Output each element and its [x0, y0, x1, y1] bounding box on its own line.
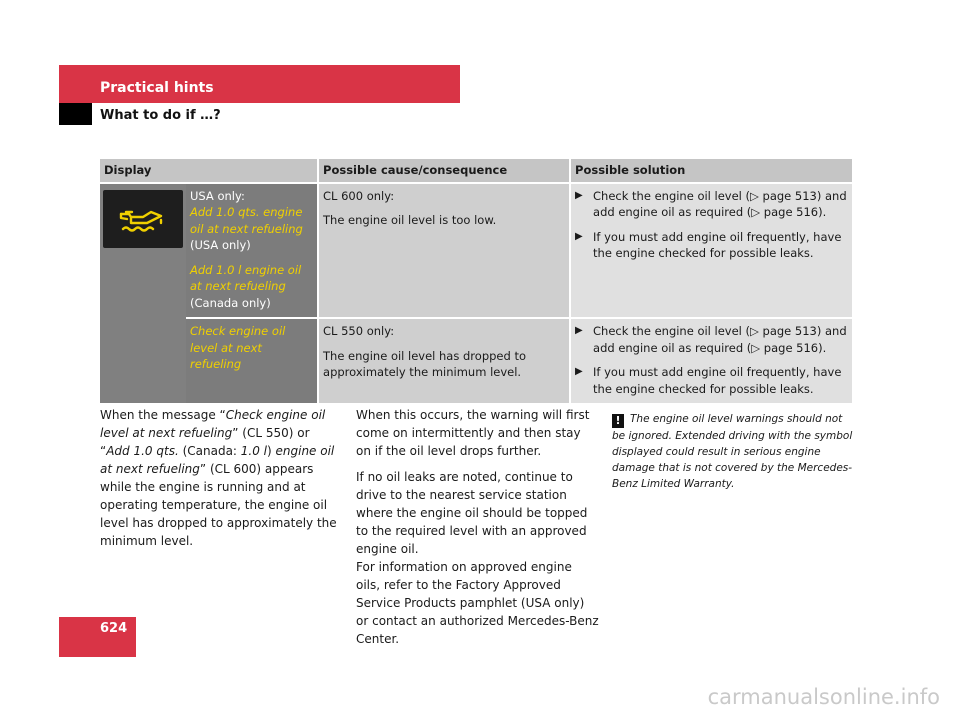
- cause-text: The engine oil level is too low.: [323, 213, 497, 227]
- watermark: carmanualsonline.info: [707, 685, 940, 709]
- cause-text: The engine oil level has dropped to approximately the minimum level.: [323, 348, 526, 379]
- solution-item: [575, 364, 848, 397]
- section-title: Practical hints: [100, 80, 214, 96]
- display-message: Check engine oil level at next refueling: [190, 324, 286, 371]
- solution-item: [575, 323, 848, 356]
- solution-text: If you must add engine oil frequently, have the engine checked for possible leaks.: [593, 365, 842, 396]
- usa-note: (USA only): [190, 238, 251, 252]
- page-number: 624: [100, 621, 128, 636]
- bullet-icon: ▶: [575, 325, 583, 336]
- display-message-cell: [186, 318, 318, 403]
- table-row: [100, 183, 852, 319]
- solution-item: [575, 229, 848, 262]
- solution-item: [575, 188, 848, 221]
- exclamation-icon: !: [612, 414, 624, 428]
- cause-cell: [318, 318, 570, 403]
- solution-cell: [570, 318, 852, 403]
- cause-model: CL 550 only:: [323, 324, 395, 338]
- warning-text: The engine oil level warnings should not be ignored. Extended driving with the symbol displayed could result in serious engine damage that is not covered by the Mercedes-Benz Limited Warranty.: [612, 413, 853, 490]
- body-column-1: [100, 406, 343, 558]
- body-paragraph: When the message “Check engine oil level at next refueling” (CL 550) or “Add 1.0 qts. (Canada: 1.0 l) engine oil at next refueling” (CL 600) appears while the engine is running and at operating temperature, the engine oil level has dropped to approximately the minimum level.: [100, 408, 337, 548]
- subsection-marker: [59, 103, 92, 125]
- warning-note: [612, 411, 854, 492]
- usa-label: USA only:: [190, 188, 245, 203]
- column-header-solution: Possible solution: [570, 159, 852, 183]
- bullet-icon: ▶: [575, 189, 583, 201]
- body-column-2: [356, 406, 599, 656]
- canada-display-message: Add 1.0 l engine oil at next refueling: [190, 262, 302, 293]
- subsection-title: What to do if …?: [100, 108, 221, 123]
- solution-text: If you must add engine oil frequently, have the engine checked for possible leaks.: [593, 229, 842, 260]
- engine-oil-warning-icon: [117, 203, 169, 235]
- cause-cell: [318, 183, 570, 319]
- body-paragraph: When this occurs, the warning will first come on intermittently and then stay on if the oil level drops further.: [356, 408, 590, 458]
- usa-display-message: Add 1.0 qts. engine oil at next refueling: [190, 205, 303, 236]
- canada-note: (Canada only): [190, 295, 271, 310]
- solution-text: Check the engine oil level (▷ page 513) and add engine oil as required (▷ page 516).: [593, 188, 847, 219]
- column-header-cause: Possible cause/consequence: [318, 159, 570, 183]
- display-message-cell: [186, 183, 318, 319]
- icon-frame: [103, 190, 183, 248]
- table-header-row: [100, 159, 852, 183]
- body-paragraph: If no oil leaks are noted, continue to drive to the nearest service station where the engine oil should be topped to the required level with an approved engine oil.: [356, 470, 588, 556]
- icon-cell: [100, 183, 186, 404]
- cause-model: CL 600 only:: [323, 188, 395, 203]
- solution-text: Check the engine oil level (▷ page 513) and add engine oil as required (▷ page 516).: [593, 324, 847, 355]
- body-paragraph: For information on approved engine oils, refer to the Factory Approved Service Products pamphlet (USA only) or contact an authorized Mercedes-Benz Center.: [356, 560, 599, 646]
- bullet-icon: ▶: [575, 230, 583, 242]
- troubleshooting-table: [100, 159, 852, 403]
- table-row: [100, 318, 852, 403]
- bullet-icon: ▶: [575, 366, 583, 377]
- column-header-display: Display: [100, 159, 318, 183]
- solution-cell: [570, 183, 852, 319]
